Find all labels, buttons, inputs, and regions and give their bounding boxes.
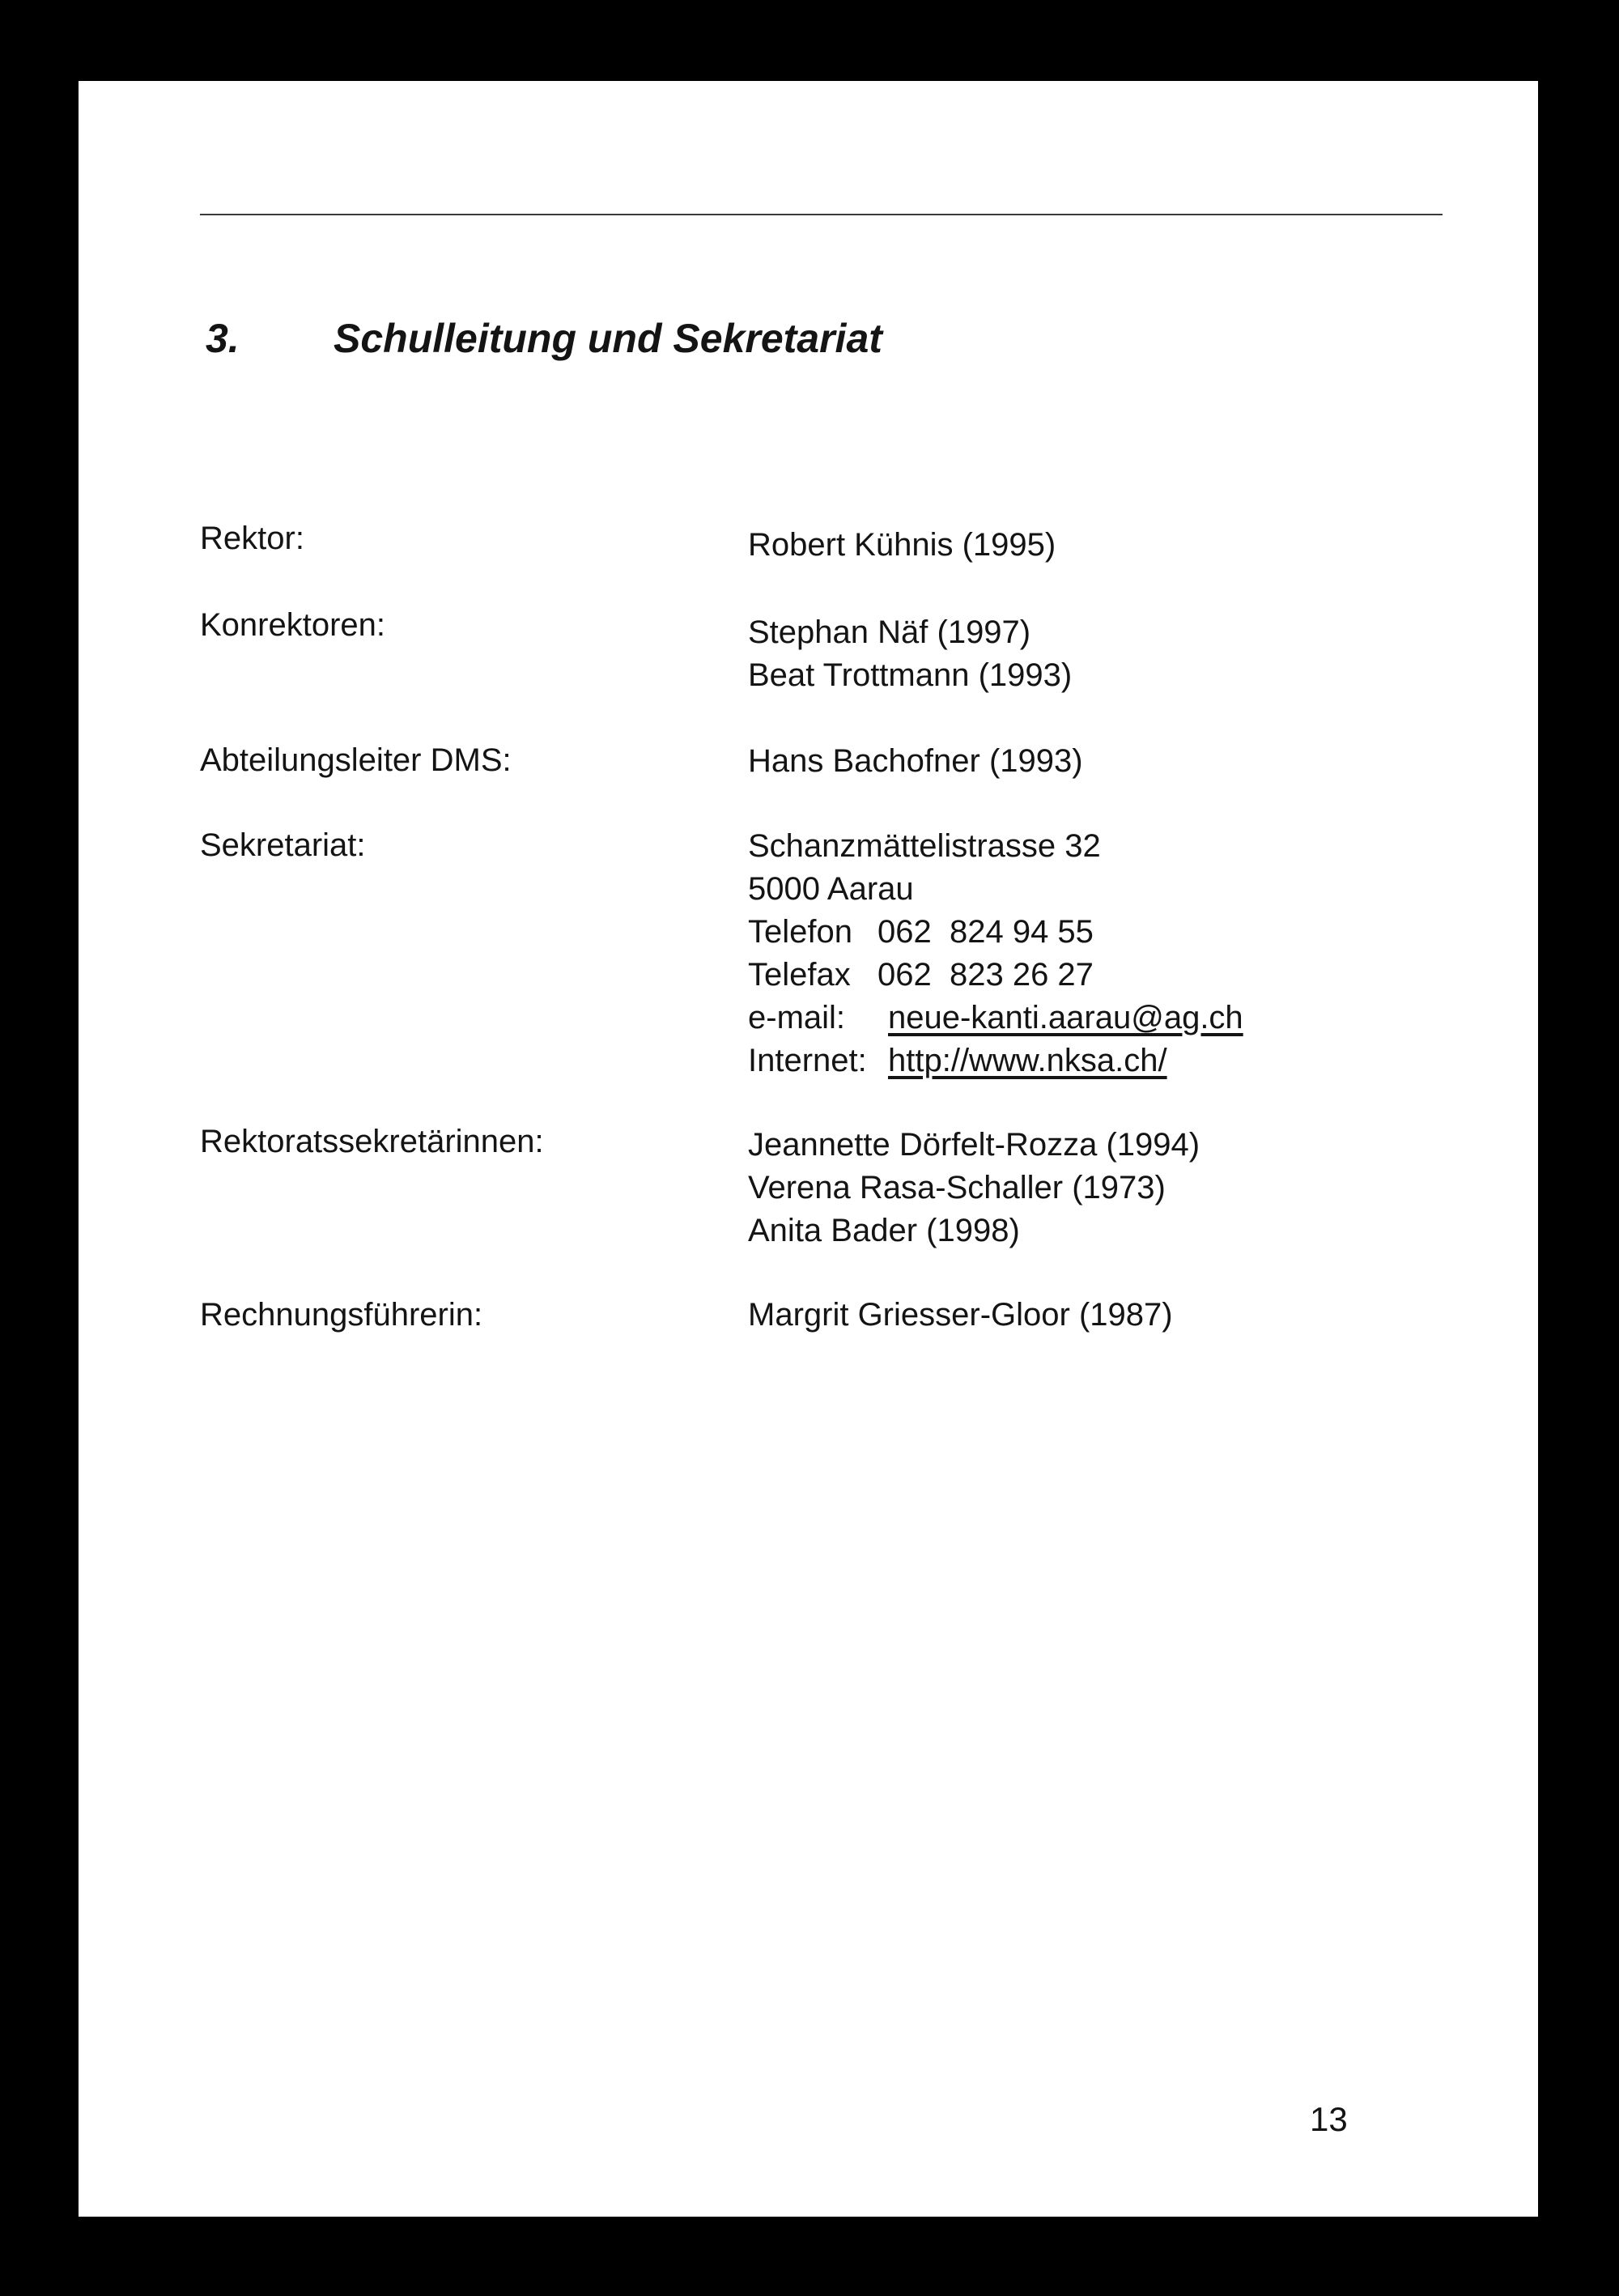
address-street: Schanzmättelistrasse 32 bbox=[748, 828, 1101, 864]
section-title: Schulleitung und Sekretariat bbox=[334, 316, 882, 361]
value-line: Jeannette Dörfelt-Rozza (1994) bbox=[748, 1127, 1200, 1163]
values-rechnungsfuehrerin bbox=[748, 1294, 1173, 1337]
value-line: Hans Bachofner (1993) bbox=[748, 743, 1083, 779]
section-number: 3. bbox=[206, 316, 240, 361]
phone-label: Telefon bbox=[748, 914, 852, 950]
phone-number: 062 824 94 55 bbox=[877, 914, 1094, 950]
fax-number: 062 823 26 27 bbox=[877, 957, 1094, 993]
value-line: Verena Rasa-Schaller (1973) bbox=[748, 1170, 1166, 1205]
address-city: 5000 Aarau bbox=[748, 871, 914, 907]
fax-line bbox=[748, 954, 1243, 997]
value-line: Margrit Griesser-Gloor (1987) bbox=[748, 1297, 1173, 1333]
internet-label: Internet: bbox=[748, 1043, 867, 1078]
label-abteilungsleiter: Abteilungsleiter DMS: bbox=[200, 742, 512, 778]
values-abteilungsleiter bbox=[748, 740, 1083, 783]
document-page bbox=[79, 81, 1538, 2217]
values-konrektoren bbox=[748, 611, 1072, 697]
internet-line bbox=[748, 1040, 1243, 1082]
values-rektor bbox=[748, 524, 1056, 567]
label-sekretariat: Sekretariat: bbox=[200, 827, 366, 863]
page-number: 13 bbox=[1310, 2100, 1348, 2138]
label-rektoratssekretaerinnen: Rektoratssekretärinnen: bbox=[200, 1124, 544, 1159]
values-rektoratssekretaerinnen bbox=[748, 1124, 1200, 1252]
value-line: Stephan Näf (1997) bbox=[748, 614, 1031, 650]
values-sekretariat bbox=[748, 825, 1243, 1082]
label-rektor: Rektor: bbox=[200, 521, 304, 556]
email-label: e-mail: bbox=[748, 1000, 846, 1035]
value-line: Beat Trottmann (1993) bbox=[748, 657, 1073, 693]
header-rule bbox=[200, 214, 1443, 215]
website-link[interactable]: http://www.nksa.ch/ bbox=[888, 1043, 1167, 1078]
value-line: Robert Kühnis (1995) bbox=[748, 527, 1056, 563]
phone-line bbox=[748, 911, 1243, 954]
fax-label: Telefax bbox=[748, 957, 851, 993]
label-konrektoren: Konrektoren: bbox=[200, 607, 386, 643]
label-rechnungsfuehrerin: Rechnungsführerin: bbox=[200, 1297, 483, 1333]
email-line bbox=[748, 997, 1243, 1040]
value-line: Anita Bader (1998) bbox=[748, 1213, 1020, 1248]
email-link[interactable]: neue-kanti.aarau@ag.ch bbox=[888, 1000, 1243, 1035]
